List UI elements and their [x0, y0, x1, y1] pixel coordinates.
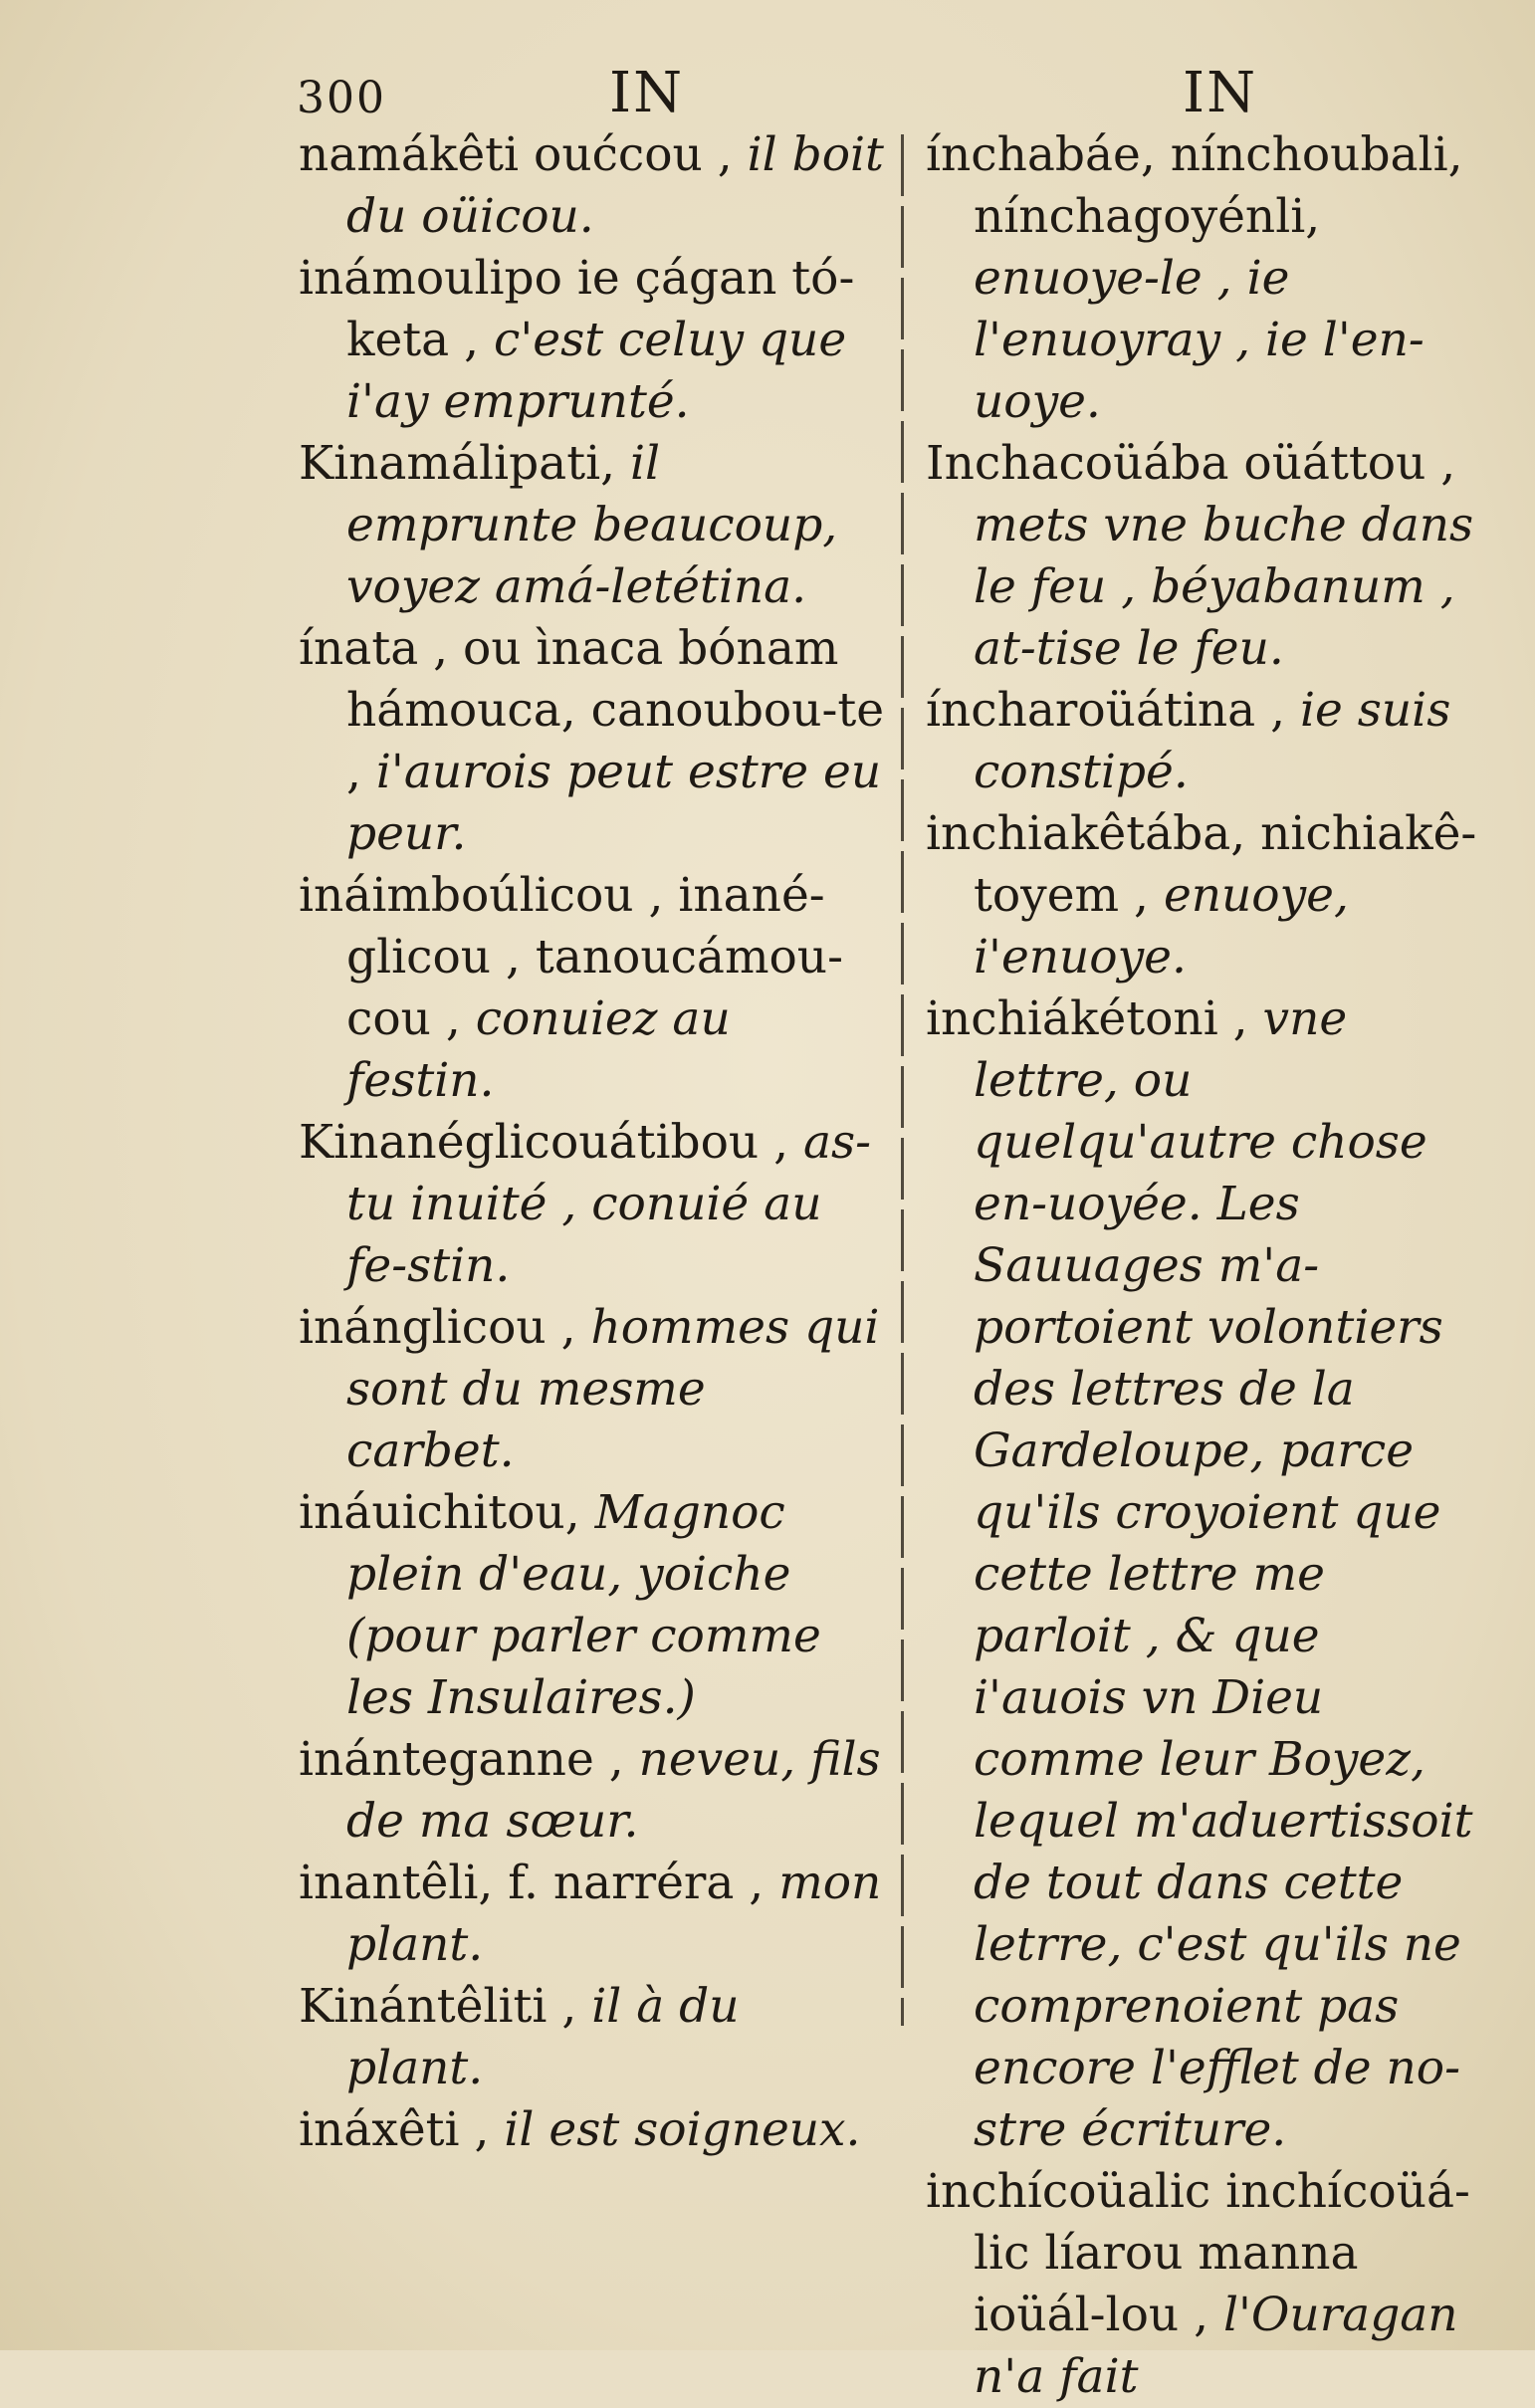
entry-headword: inchícoüalic inchícoüá-lic líarou manna ioüál-lou , [926, 2164, 1470, 2342]
entry-gloss: as-tu inuité , conuié au fe-stin. [346, 1115, 872, 1293]
dictionary-entry [299, 248, 886, 433]
entry-headword: Kinamálipati, [299, 436, 630, 491]
entry-headword: ináuichitou, [299, 1485, 595, 1540]
page-number: 300 [297, 73, 386, 123]
entry-headword: ínchabáe, nínchoubali, nínchagoyénli, [926, 127, 1463, 244]
entry-headword: ináimboúlicou , inané-glicou , tanoucámou-cou , [299, 868, 843, 1046]
dictionary-entry [299, 865, 886, 1112]
column-divider [901, 134, 904, 2026]
entry-gloss: il boit du oüicou. [346, 127, 884, 244]
entry-gloss: c'est celuy que i'ay emprunté. [346, 313, 847, 429]
entry-headword: inánglicou , [299, 1300, 591, 1355]
dictionary-entry [926, 2161, 1483, 2408]
dictionary-entry [299, 433, 886, 618]
entry-headword: inchiákétoni , [926, 991, 1263, 1046]
entry-headword: ináxêti , [299, 2102, 505, 2157]
running-header [0, 55, 1535, 134]
entry-headword: ínata , ou ìnaca bónam hámouca, canoubou-te , [299, 621, 885, 799]
dictionary-entry [299, 1482, 886, 1729]
dictionary-entry [926, 680, 1483, 803]
entry-gloss: mon plant. [346, 1856, 882, 1972]
dictionary-entry [299, 1853, 886, 1976]
dictionary-entry [299, 124, 886, 248]
entry-gloss: mets vne buche dans le feu , béyabanum , at-tise le feu. [974, 498, 1474, 676]
entry-headword: inantêli, f. narréra , [299, 1856, 779, 1910]
left-column [299, 124, 886, 2161]
dictionary-entry [926, 988, 1483, 2161]
entry-gloss: enuoye-le , ie l'enuoyray , ie l'en-uoye. [974, 251, 1425, 429]
dictionary-entry [926, 433, 1483, 680]
entry-gloss: conuiez au festin. [346, 991, 731, 1108]
dictionary-entry [299, 1976, 886, 2099]
dictionary-entry [299, 2099, 886, 2161]
entry-headword: namákêti oućcou , [299, 127, 748, 182]
entry-headword: Inchacoüába oüáttou , [926, 436, 1456, 491]
entry-gloss: il emprunte beaucoup, voyez amá-letétina. [346, 436, 838, 614]
dictionary-entry [926, 124, 1483, 433]
entry-headword: Kinántêliti , [299, 1979, 592, 2034]
entry-gloss: il est soigneux. [504, 2102, 861, 2157]
entry-gloss: vne lettre, ou quelqu'autre chose en-uoyée. Les Sauuages m'a-portoient volontiers des lettres de la Gardeloupe, parce qu'ils croyoient que cette lettre me parloit , & que i'auois vn Dieu comme leur Boyez, lequel m'aduertissoit de tout dans cette letrre, c'est qu'ils ne comprenoient pas encore l'efflet de no-stre écriture. [974, 991, 1473, 2157]
entry-gloss: i'aurois peut estre eu peur. [346, 745, 882, 861]
dictionary-entry [299, 618, 886, 865]
dictionary-entry [299, 1297, 886, 1482]
dictionary-entry [926, 803, 1483, 988]
right-column [926, 124, 1483, 2408]
entry-gloss: enuoye, i'enuoye. [974, 868, 1349, 985]
right-running-head: IN [1183, 61, 1258, 125]
left-running-head: IN [609, 61, 685, 125]
dictionary-entry [299, 1112, 886, 1297]
entry-gloss: hommes qui sont du mesme carbet. [346, 1300, 880, 1478]
entry-headword: Kinanéglicouátibou , [299, 1115, 803, 1170]
dictionary-entry [299, 1729, 886, 1853]
entry-headword: inchiakêtába, nichiakê-toyem , [926, 806, 1477, 923]
entry-headword: íncharoüátina , [926, 683, 1300, 738]
entry-headword: inámoulipo ie çágan tó-keta , [299, 251, 855, 367]
entry-gloss: Magnoc plein d'eau, yoiche (pour parler comme les Insulaires.) [346, 1485, 821, 1725]
entry-gloss: ie suis constipé. [974, 683, 1451, 799]
entry-gloss: neveu, fils de ma sœur. [346, 1732, 881, 1849]
entry-headword: inánteganne , [299, 1732, 639, 1787]
entry-gloss: l'Ouragan n'a fait [974, 2288, 1458, 2404]
entry-gloss: il à du plant. [346, 1979, 740, 2095]
